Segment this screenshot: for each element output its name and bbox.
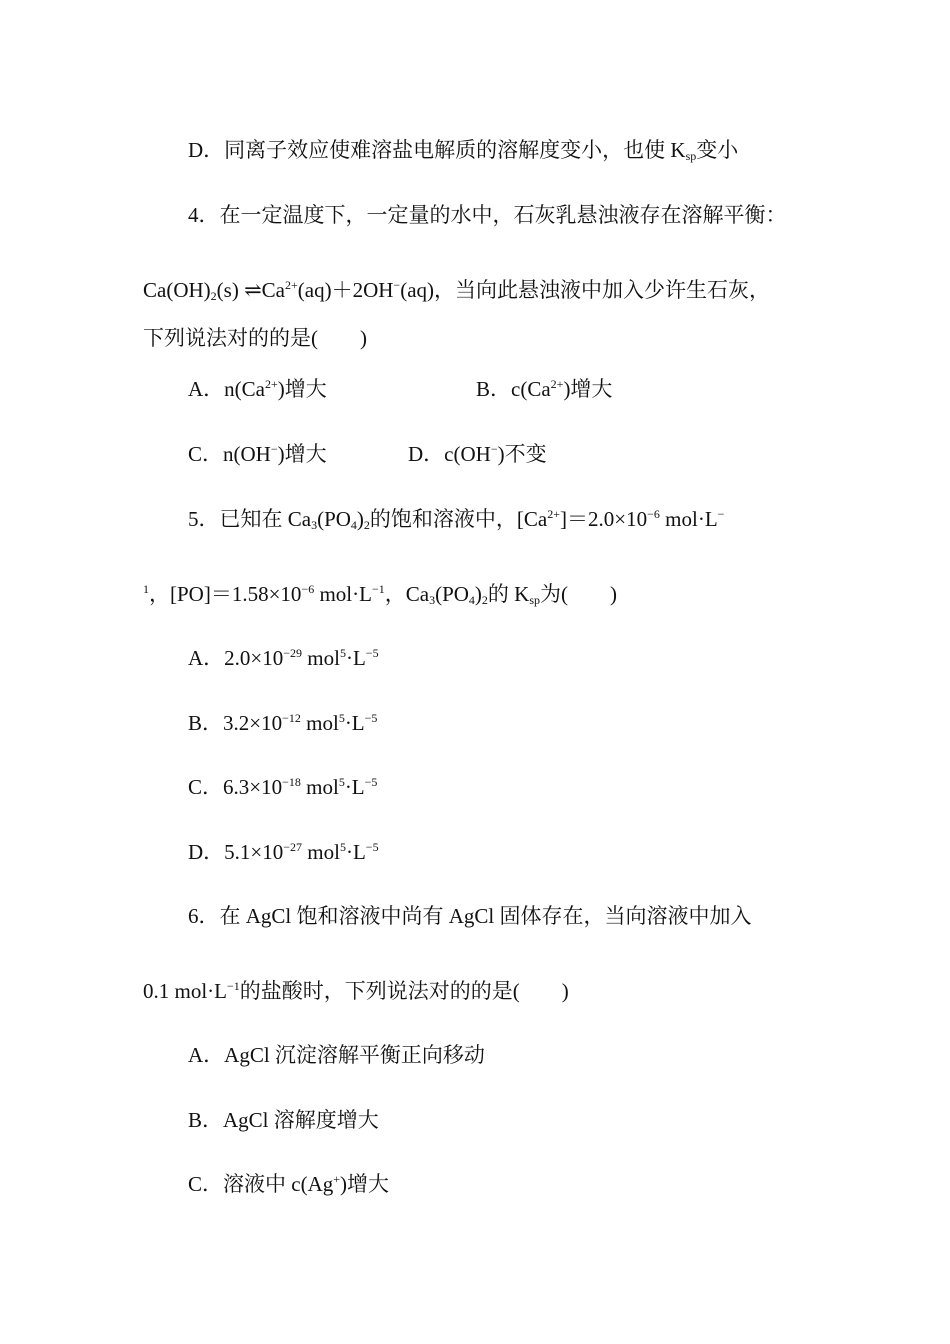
option-text: C．n(OH <box>188 442 271 466</box>
q6-option-c <box>188 1170 389 1198</box>
q4-option-b <box>476 375 612 403</box>
q5-text: ]＝2.0×10 <box>560 507 648 531</box>
q5-text: 的饱和溶液中，[Ca <box>369 507 548 531</box>
option-text: A．2.0×10 <box>188 646 284 670</box>
q5-text: ，[PO]＝1.58×10 <box>149 582 302 606</box>
q6-text: 6．在 AgCl 饱和溶液中尚有 AgCl 固体存在，当向溶液中加入 <box>188 904 752 928</box>
option-text: C．溶液中 c(Ag <box>188 1172 334 1196</box>
equation-part: (aq)，当向此悬浊液中加入少许生石灰， <box>400 278 771 302</box>
q6-text: 的盐酸时，下列说法对的的是( ) <box>239 979 569 1003</box>
equation-part: (s) ⇌Ca <box>216 278 285 302</box>
option-text: ·L <box>344 711 365 735</box>
option-text: mol <box>300 711 339 735</box>
q4-equation-line <box>143 276 770 304</box>
q5-superscript: −6 <box>647 507 660 521</box>
option-text: B．AgCl 溶解度增大 <box>188 1108 379 1132</box>
option-text: ·L <box>344 775 365 799</box>
q3-option-d-tail: 变小 <box>696 138 739 162</box>
option-text: A．AgCl 沉淀溶解平衡正向移动 <box>188 1043 485 1067</box>
q4-stem-line-1 <box>188 201 787 229</box>
q5-text: 5．已知在 Ca <box>188 507 312 531</box>
option-text: B．c(Ca <box>476 377 551 401</box>
q4-option-a <box>188 375 327 403</box>
q6-text: 0.1 mol·L <box>143 979 227 1003</box>
option-superscript: −5 <box>364 775 378 789</box>
q5-text: mol·L <box>659 507 718 531</box>
q6-stem-line-1 <box>188 902 752 930</box>
option-superscript: −5 <box>364 711 378 725</box>
option-superscript: 2+ <box>265 377 278 391</box>
option-text: )增大 <box>340 1172 390 1196</box>
q5-text: (PO <box>435 582 469 606</box>
q3-option-d <box>188 136 738 164</box>
q5-option-c <box>188 773 377 801</box>
q4-option-c <box>188 440 327 468</box>
option-text: )增大 <box>277 377 327 401</box>
option-superscript: −12 <box>282 711 301 725</box>
q4-stem-text: 4．在一定温度下，一定量的水中，石灰乳悬浊液存在溶解平衡： <box>188 203 787 227</box>
option-text: mol <box>302 646 340 670</box>
option-text: B．3.2×10 <box>188 711 283 735</box>
option-text: D．c(OH <box>408 442 491 466</box>
equation-superscript: − <box>393 278 401 292</box>
option-superscript: −29 <box>283 646 303 660</box>
q5-subscript: 4 <box>350 518 357 532</box>
option-superscript: −5 <box>365 646 379 660</box>
q5-subscript: 3 <box>311 518 318 532</box>
q6-superscript: −1 <box>227 979 240 993</box>
option-superscript: 5 <box>338 775 345 789</box>
equation-subscript: 2 <box>210 289 217 303</box>
option-superscript: −5 <box>365 840 379 854</box>
option-superscript: 5 <box>339 646 346 660</box>
q5-superscript: 2+ <box>547 507 561 521</box>
q6-stem-line-2 <box>143 977 569 1005</box>
q4-option-d <box>408 440 547 468</box>
option-superscript: −18 <box>282 775 301 789</box>
option-superscript: 5 <box>338 711 345 725</box>
option-superscript: + <box>333 1172 341 1186</box>
q5-option-a <box>188 644 379 672</box>
option-superscript: 5 <box>339 840 346 854</box>
option-text: mol <box>300 775 339 799</box>
option-superscript: − <box>270 442 278 456</box>
q5-text: ，Ca <box>384 582 430 606</box>
q5-superscript: 1 <box>143 582 149 596</box>
option-text: ·L <box>345 840 366 864</box>
q5-superscript: − <box>717 507 725 521</box>
q6-option-a <box>188 1041 485 1069</box>
q5-stem-line-1 <box>188 505 724 533</box>
option-text: mol <box>302 840 340 864</box>
q5-text: ) <box>356 507 364 531</box>
equation-part: (aq)＋2OH <box>297 278 394 302</box>
equation-part: Ca(OH) <box>143 278 211 302</box>
q5-subscript: 4 <box>468 593 475 607</box>
q5-text: 为( ) <box>540 582 618 606</box>
q5-text: ) <box>474 582 482 606</box>
q5-text: mol·L <box>314 582 372 606</box>
equation-superscript: 2+ <box>285 278 298 292</box>
ksp-subscript: sp <box>685 149 697 163</box>
q3-option-d-text: D．同离子效应使难溶盐电解质的溶解度变小，也使 K <box>188 138 686 162</box>
option-text: )增大 <box>277 442 327 466</box>
option-text: A．n(Ca <box>188 377 265 401</box>
option-text: D．5.1×10 <box>188 840 284 864</box>
q5-option-b <box>188 709 377 737</box>
option-text: )增大 <box>563 377 613 401</box>
q4-question-text: 下列说法对的的是( ) <box>143 326 367 350</box>
q6-option-b <box>188 1106 379 1134</box>
q5-option-d <box>188 838 379 866</box>
q5-subscript: 2 <box>363 518 370 532</box>
q5-superscript: −6 <box>301 582 315 596</box>
option-superscript: −27 <box>283 840 303 854</box>
ksp-subscript: sp <box>529 593 541 607</box>
option-text: ·L <box>345 646 366 670</box>
q5-text: (PO <box>317 507 351 531</box>
q5-subscript: 2 <box>481 593 488 607</box>
q4-stem-line-3 <box>143 324 367 352</box>
q5-text: 的 K <box>487 582 530 606</box>
option-text: )不变 <box>497 442 547 466</box>
option-superscript: − <box>490 442 498 456</box>
q5-stem-line-2 <box>143 580 617 608</box>
q5-subscript: 3 <box>429 593 436 607</box>
q5-superscript: −1 <box>371 582 385 596</box>
option-text: C．6.3×10 <box>188 775 283 799</box>
option-superscript: 2+ <box>550 377 564 391</box>
